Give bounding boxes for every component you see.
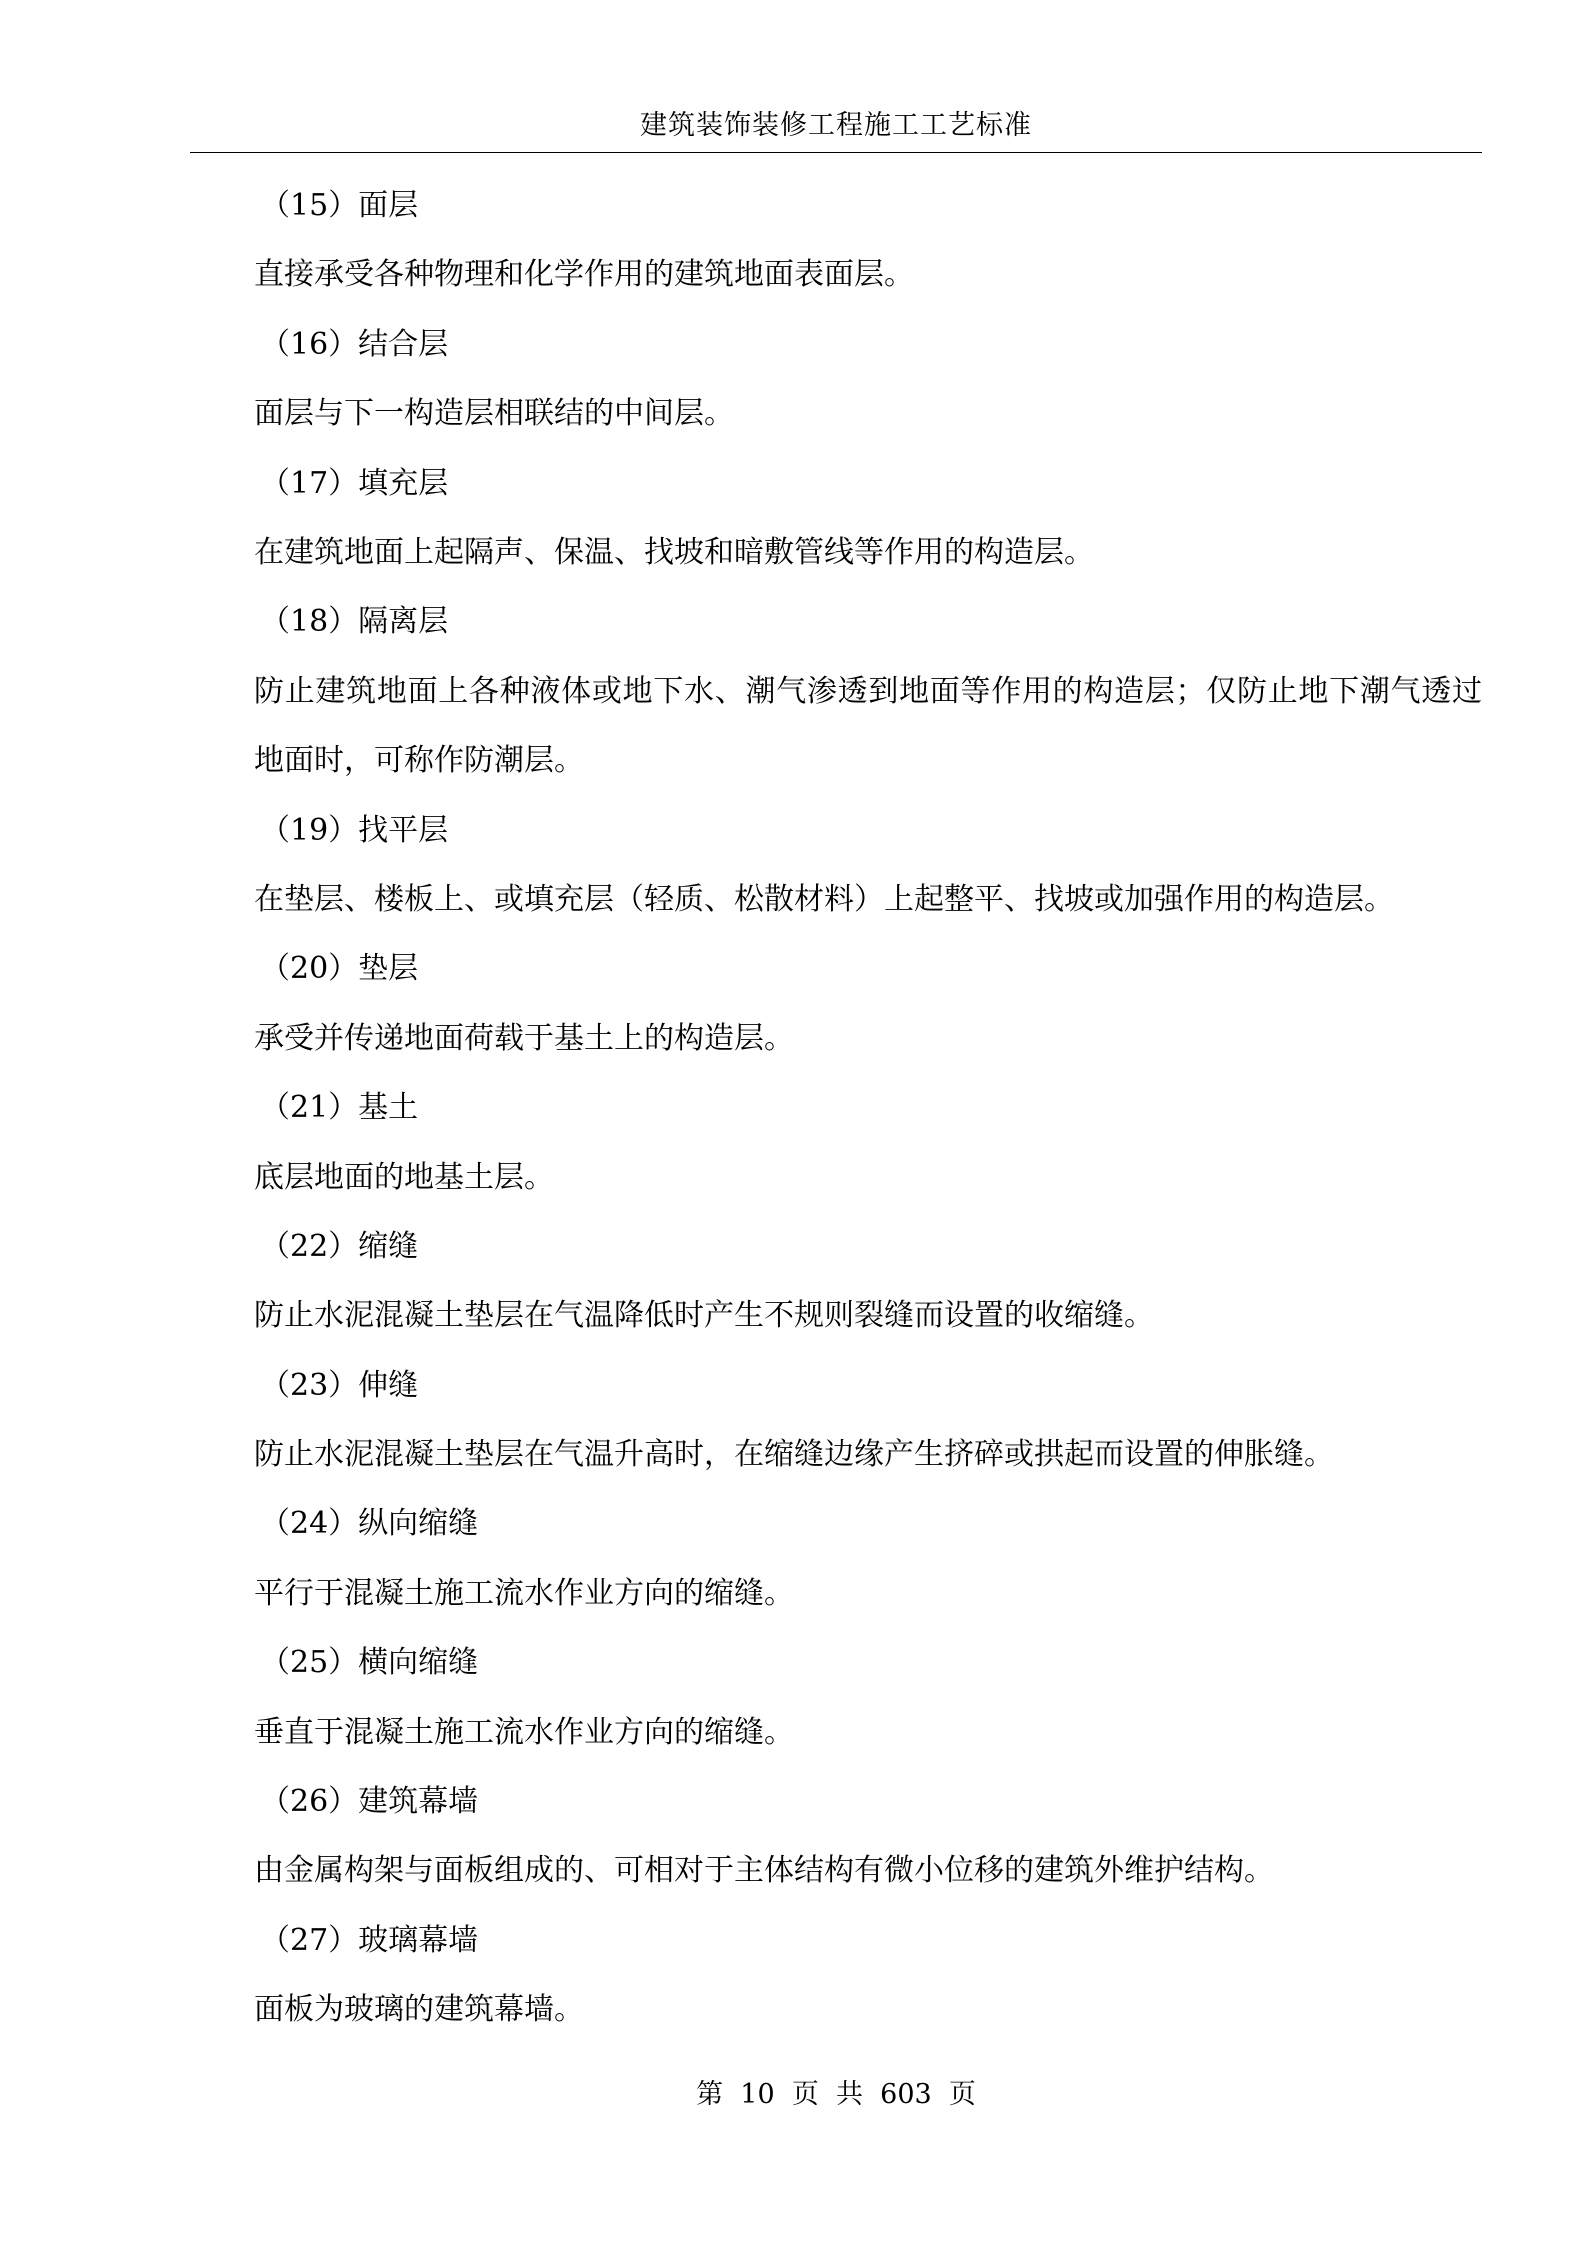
term-heading: （24）纵向缩缝 — [260, 1506, 479, 1542]
term-definition: 在垫层、楼板上、或填充层（轻质、松散材料）上起整平、找坡或加强作用的构造层。 — [254, 881, 1394, 917]
term-definition: 承受并传递地面荷载于基土上的构造层。 — [254, 1020, 794, 1056]
term-definition: 平行于混凝土施工流水作业方向的缩缝。 — [254, 1575, 794, 1611]
term-definition: 面层与下一构造层相联结的中间层。 — [254, 396, 734, 432]
term-heading: （25）横向缩缝 — [260, 1645, 479, 1681]
term-definition: 防止建筑地面上各种液体或地下水、潮气渗透到地面等作用的构造层；仅防止地下潮气透过地面时，可称作防潮层。 — [254, 673, 1482, 779]
term-definition: 底层地面的地基土层。 — [254, 1159, 554, 1195]
term-heading: （17）填充层 — [260, 465, 449, 501]
term-heading: （22）缩缝 — [260, 1228, 419, 1264]
header-divider — [190, 152, 1482, 153]
term-heading: （23）伸缝 — [260, 1367, 419, 1403]
document-body — [190, 171, 1482, 2045]
page-number-footer: 第 10 页 共 603 页 — [696, 2079, 976, 2110]
term-heading: （19）找平层 — [260, 812, 449, 848]
term-definition: 防止水泥混凝土垫层在气温降低时产生不规则裂缝而设置的收缩缝。 — [254, 1298, 1154, 1334]
term-definition: 防止水泥混凝土垫层在气温升高时，在缩缝边缘产生挤碎或拱起而设置的伸胀缝。 — [254, 1437, 1334, 1473]
term-heading: （27）玻璃幕墙 — [260, 1922, 479, 1958]
term-heading: （15）面层 — [260, 188, 419, 223]
term-heading: （20）垫层 — [260, 951, 419, 987]
term-definition: 在建筑地面上起隔声、保温、找坡和暗敷管线等作用的构造层。 — [254, 534, 1094, 570]
term-definition: 由金属构架与面板组成的、可相对于主体结构有微小位移的建筑外维护结构。 — [254, 1853, 1274, 1889]
term-definition: 直接承受各种物理和化学作用的建筑地面表面层。 — [254, 257, 914, 293]
term-heading: （16）结合层 — [260, 326, 449, 362]
term-definition: 面板为玻璃的建筑幕墙。 — [254, 1992, 584, 2028]
page-header-title: 建筑装饰装修工程施工工艺标准 — [640, 110, 1032, 141]
term-heading: （18）隔离层 — [260, 604, 449, 640]
term-definition: 垂直于混凝土施工流水作业方向的缩缝。 — [254, 1714, 794, 1750]
term-heading: （26）建筑幕墙 — [260, 1784, 479, 1820]
term-heading: （21）基土 — [260, 1090, 419, 1126]
